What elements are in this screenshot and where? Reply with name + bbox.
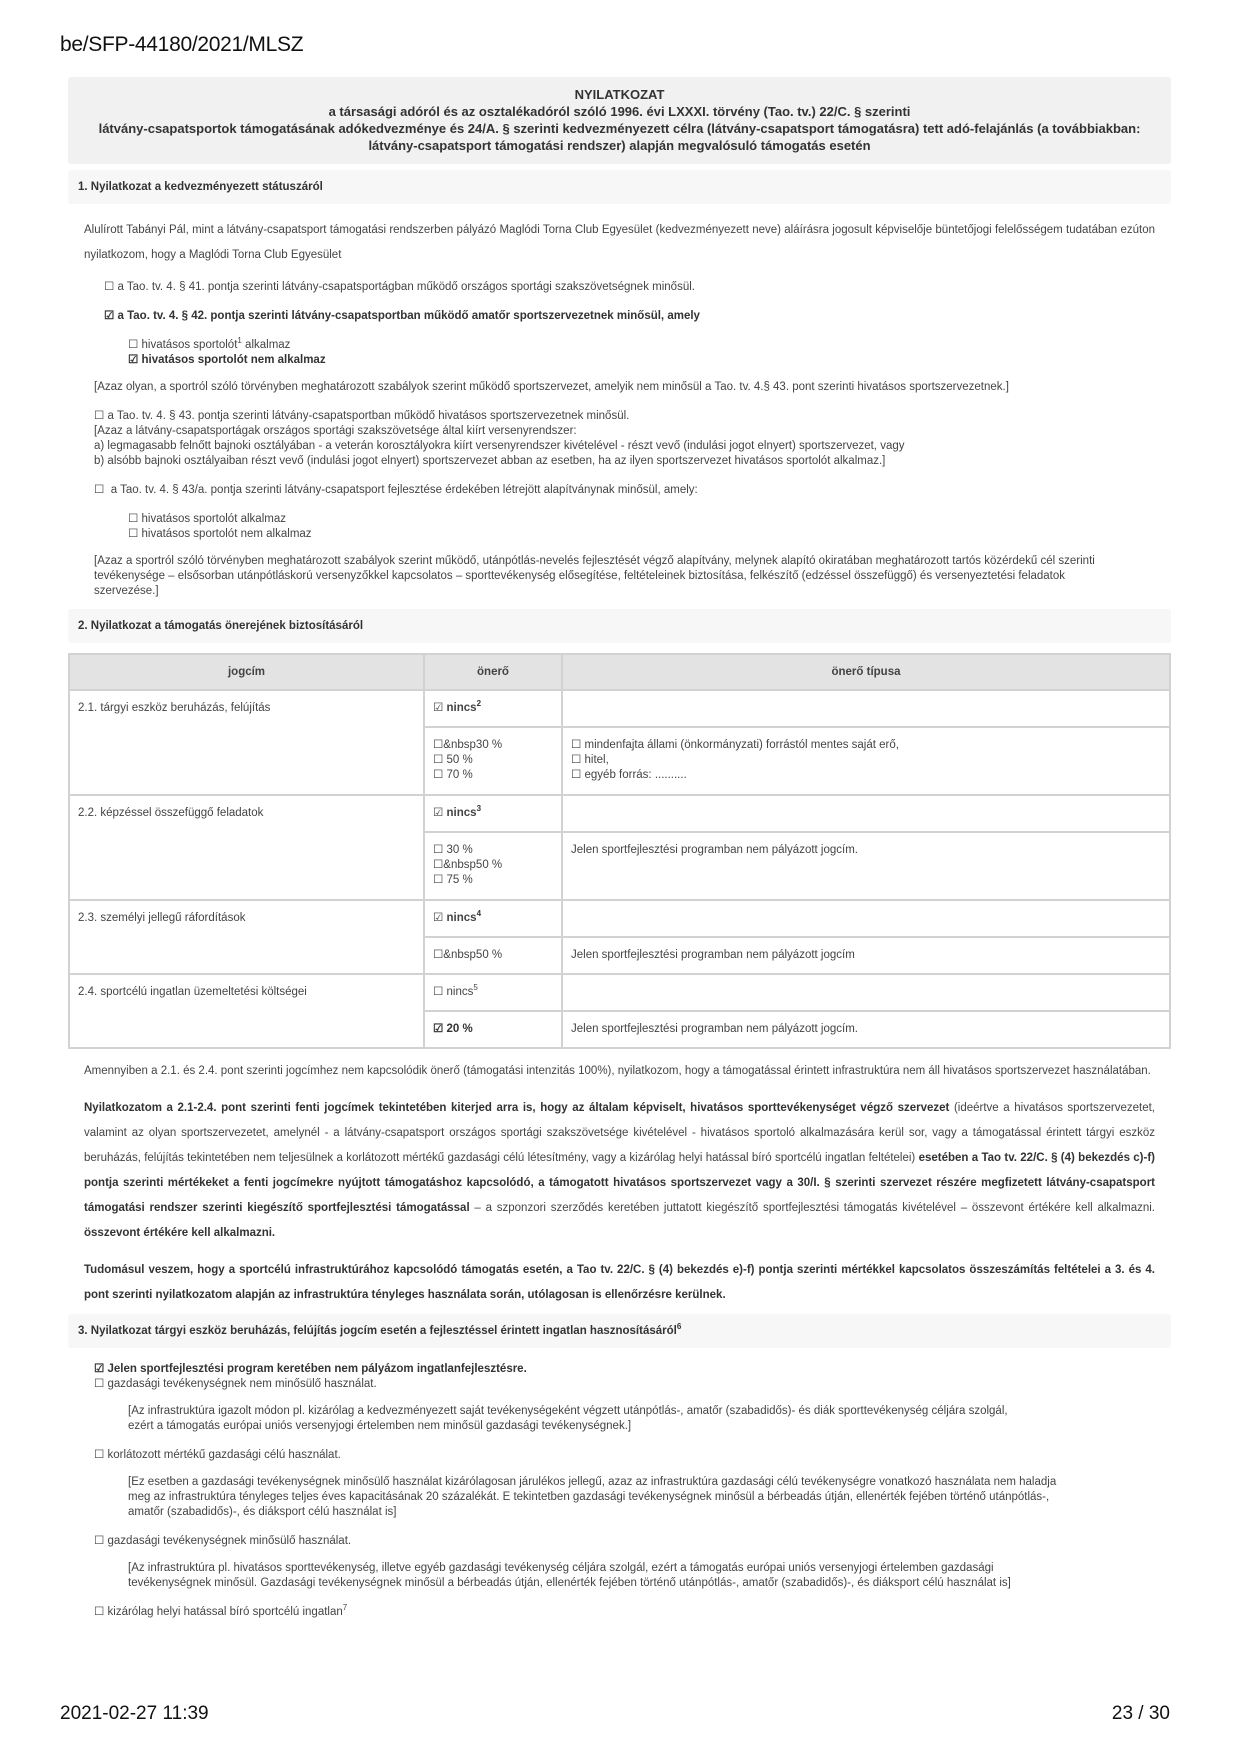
type-text-cell: Jelen sportfejlesztési programban nem pályázott jogcím.	[562, 832, 1170, 900]
option-label: hivatásos sportolót nem alkalmaz	[141, 354, 326, 366]
type-option[interactable]: ☐ egyéb forrás: ..........	[571, 769, 687, 781]
option-43a-pro-athlete[interactable]	[128, 512, 1171, 527]
empty-cell	[562, 795, 1170, 832]
checkbox-unchecked-icon[interactable]: ☐	[433, 986, 444, 998]
section-2-para-1: Amennyiben a 2.1. és 2.4. pont szerinti jogcímhez nem kapcsolódik önerő (támogatási intenzitás 100%), nyilatkozom, hogy a támogatással érintett infrastruktúra nem áll hivatásos sportszervezet használatában.	[84, 1065, 1151, 1077]
title-heading: NYILATKOZAT	[574, 87, 665, 102]
note-non-economic: [Az infrastruktúra igazolt módon pl. kizárólag a kedvezményezett saját tevékenységeként végzett utánpótlás-, amatőr (szabadidős)- és diák sporttevékenység céljára szolgál, ezért a támogatás európai uniós versenyjogi értelemben nem minősül gazdasági tevékenységnek.]	[128, 1405, 1008, 1432]
para-bold-text: Nyilatkozatom a 2.1-2.4. pont szerinti fenti jogcímek tekintetében kiterjed arra is, hogy az általam képviselt, hivatásos sporttevékenységet végző szervezet	[84, 1102, 950, 1114]
option-label: hivatásos sportolót nem alkalmaz	[141, 528, 312, 540]
option-label: kizárólag helyi hatással bíró sportcélú ingatlan	[107, 1606, 343, 1618]
option-label: a Tao. tv. 4. § 41. pontja szerinti látvány-csapatsportágban működő országos sportági szakszövetségnek minősül.	[117, 281, 695, 293]
option-label: gazdasági tevékenységnek minősülő használat.	[107, 1535, 352, 1547]
title-description: látvány-csapatsportok támogatásának adókedvezménye és 24/A. § szerinti kedvezményezett célra (látvány-csapatsport támogatásra) tett adó-felajánlás (a továbbiakban: látvány-csapatsport támogatási rendszer) alapján megvalósuló támogatás esetén	[98, 121, 1141, 153]
type-options-cell	[562, 727, 1170, 795]
checkbox-unchecked-icon[interactable]: ☐	[104, 281, 115, 293]
checkbox-unchecked-icon[interactable]: ☐	[94, 484, 105, 496]
option-42-pro-athlete[interactable]	[128, 338, 1171, 353]
section-1-heading: 1. Nyilatkozat a kedvezményezett státuszáról	[68, 170, 1171, 204]
checkbox-unchecked-icon[interactable]: ☐	[128, 339, 139, 351]
option-label: a Tao. tv. 4. § 43/a. pontja szerinti látvány-csapatsport fejlesztése érdekében létrejött alapítványnak minősül, amely:	[110, 484, 698, 496]
column-header: önerő típusa	[562, 654, 1170, 690]
checkbox-unchecked-icon[interactable]: ☐	[94, 1449, 105, 1461]
percent-option[interactable]: ☐ 75 %	[433, 874, 473, 886]
own-contribution-table	[68, 653, 1171, 1049]
type-option[interactable]: ☐ mindenfajta állami (önkormányzati) forrástól mentes saját erő,	[571, 739, 899, 751]
percent-option[interactable]: ☐ 30 %	[433, 844, 473, 856]
note-economic: [Az infrastruktúra pl. hivatásos sporttevékenység, illetve egyéb gazdasági tevékenység céljára szolgál, ezért a támogatás európai uniós versenyjogi értelemben gazdasági tevékenységnek minősül. Gazdasági tevékenységnek minősül a bérbeadás útján, ellenérték fejében történő utánpótlás-, amatőr (szabadidős)-, és diáksport célú használat is]	[128, 1562, 1011, 1589]
nincs-label: nincs	[446, 912, 477, 924]
checkbox-checked-icon[interactable]: ☑	[433, 702, 444, 714]
percent-option[interactable]: ☐&nbsp30 %	[433, 739, 503, 751]
option-label: a Tao. tv. 4. § 43. pontja szerinti látvány-csapatsportban működő hivatásos sportszervezetnek minősül.	[107, 410, 630, 422]
footnote-ref[interactable]: 5	[473, 983, 478, 993]
footnote-ref[interactable]: 6	[676, 1322, 682, 1332]
checkbox-checked-icon[interactable]: ☑	[433, 912, 444, 924]
title-subtitle: a társasági adóról és az osztalékadóról szóló 1996. évi LXXXI. törvény (Tao. tv.) 22/C. § szerinti	[328, 104, 911, 119]
section-3-heading	[68, 1314, 1171, 1348]
section-1-intro: Alulírott Tabányi Pál, mint a látvány-csapatsport támogatási rendszerben pályázó Maglódi Torna Club Egyesület (kedvezményezett neve) aláírásra jogosult képviselője büntetőjogi felelősségem tudatában ezúton nyilatkozom, hogy a Maglódi Torna Club Egyesület	[84, 224, 1155, 261]
footnote-ref[interactable]: 3	[476, 804, 482, 814]
section-2-para-2	[68, 1096, 1171, 1246]
para-bold-text: esetében a Tao tv. 22/C. § (4) bekezdés c)-f) pontja szerinti mértékeket a fenti jogcímekre nyújtott támogatáshoz kapcsolódó, a támogatott hivatásos sportszervezet vagy a 30/I. § szerinti szervezet részére megfizetett látvány-csapatsport támogatási rendszer szerinti kiegészítő sportfejlesztési támogatással	[84, 1152, 1155, 1214]
nincs-cell[interactable]	[424, 795, 562, 832]
option-label: gazdasági tevékenységnek nem minősülő használat.	[107, 1378, 377, 1390]
table-row	[69, 795, 1170, 832]
nincs-cell[interactable]	[424, 974, 562, 1011]
option-label-suffix: alkalmaz	[241, 339, 291, 351]
option-label: hivatásos sportolót alkalmaz	[141, 513, 286, 525]
section-3-options	[68, 1362, 1171, 1620]
note-43-line: [Azaz a látvány-csapatsportágak országos sportági szakszövetsége által kiírt versenyrendszer:	[94, 425, 577, 437]
para-bold-text: összevont értékére kell alkalmazni.	[84, 1227, 276, 1239]
nincs-cell[interactable]	[424, 690, 562, 727]
option-label: Jelen sportfejlesztési program keretében nem pályázom ingatlanfejlesztésre.	[107, 1363, 527, 1375]
option-non-economic-use[interactable]	[94, 1377, 1171, 1392]
nincs-label: nincs	[446, 986, 474, 998]
footnote-ref[interactable]: 7	[342, 1603, 348, 1613]
percent-options-cell	[424, 937, 562, 974]
note-42: [Azaz olyan, a sportról szóló törvényben meghatározott szabályok szerint működő sportszervezet, amelyik nem minősül a Tao. tv. 4.§ 43. pont szerinti hivatásos sportszervezetnek.]	[94, 381, 1009, 393]
checkbox-checked-icon[interactable]: ☑	[128, 354, 139, 366]
option-limited-economic-use[interactable]	[94, 1448, 1171, 1463]
type-option[interactable]: ☐ hitel,	[571, 754, 609, 766]
section-2-heading: 2. Nyilatkozat a támogatás önerejének biztosításáról	[68, 609, 1171, 643]
note-43-line: b) alsóbb bajnoki osztályaiban részt vevő (indulási jogot elnyert) sportszervezet abban az esetben, ha az ilyen sportszervezet hivatásos sportolót alkalmaz.]	[94, 455, 886, 467]
document-id: be/SFP-44180/2021/MLSZ	[60, 33, 304, 56]
nincs-label: nincs	[446, 702, 477, 714]
jogcim-cell: 2.2. képzéssel összefüggő feladatok	[69, 795, 424, 900]
option-label: hivatásos sportolót	[141, 339, 238, 351]
option-42[interactable]	[68, 309, 1171, 324]
option-43a-no-pro-athlete[interactable]	[128, 527, 1171, 542]
nincs-label: nincs	[446, 807, 477, 819]
percent-option[interactable]: ☐&nbsp50 %	[433, 859, 503, 871]
footnote-ref[interactable]: 1	[237, 336, 242, 346]
table-row	[69, 690, 1170, 727]
percent-options-cell	[424, 832, 562, 900]
nincs-cell[interactable]	[424, 900, 562, 937]
option-43a[interactable]	[68, 483, 1171, 498]
option-label: a Tao. tv. 4. § 42. pontja szerinti látvány-csapatsportban működő amatőr sportszervezetnek minősül, amely	[117, 310, 700, 322]
option-label: korlátozott mértékű gazdasági célú használat.	[107, 1449, 341, 1461]
checkbox-checked-icon[interactable]: ☑	[104, 310, 115, 322]
empty-cell	[562, 690, 1170, 727]
para-text: – a szponzori szerződés keretében juttatott kiegészítő sportfejlesztési támogatás kivételével – összevont értékére kell alkalmazni.	[469, 1202, 1155, 1214]
percent-option[interactable]: ☐ 70 %	[433, 769, 473, 781]
type-text-cell: Jelen sportfejlesztési programban nem pályázott jogcím	[562, 937, 1170, 974]
percent-options-cell	[424, 1011, 562, 1048]
percent-option[interactable]: ☑ 20 %	[433, 1023, 473, 1035]
type-text-cell: Jelen sportfejlesztési programban nem pályázott jogcím.	[562, 1011, 1170, 1048]
percent-option[interactable]: ☐&nbsp50 %	[433, 949, 503, 961]
option-42-no-pro-athlete[interactable]	[128, 353, 1171, 368]
option-42-suboptions	[68, 338, 1171, 368]
document-body	[68, 77, 1171, 1620]
footer-page-number: 23 / 30	[1111, 1703, 1170, 1724]
table-row	[69, 900, 1170, 937]
column-header: önerő	[424, 654, 562, 690]
declaration-title-box	[68, 77, 1171, 164]
section-3-heading-text: 3. Nyilatkozat tárgyi eszköz beruházás, felújítás jogcím esetén a fejlesztéssel érintett ingatlan hasznosításáról	[78, 1325, 677, 1337]
percent-option[interactable]: ☐ 50 %	[433, 754, 473, 766]
section-2-para-3: Tudomásul veszem, hogy a sportcélú infrastruktúrához kapcsolódó támogatás esetén, a Tao tv. 22/C. § (4) bekezdés e)-f) pontja szerinti mértékkel kapcsolatos összeszámítás feltételei a 3. és 4. pont szerinti nyilatkozatom alapján az infrastruktúra tényleges használata során, utólagosan is ellenőrzésre kerülnek.	[84, 1264, 1155, 1301]
table-row	[69, 974, 1170, 1011]
empty-cell	[562, 900, 1170, 937]
jogcim-cell: 2.3. személyi jellegű ráfordítások	[69, 900, 424, 974]
column-header: jogcím	[69, 654, 424, 690]
option-43-block	[68, 409, 1171, 469]
checkbox-checked-icon[interactable]: ☑	[433, 807, 444, 819]
option-no-real-estate[interactable]	[94, 1362, 1171, 1377]
footnote-ref[interactable]: 2	[476, 699, 482, 709]
note-43a: [Azaz a sportról szóló törvényben meghatározott szabályok szerint működő, utánpótlás-nevelés fejlesztését végző alapítvány, melynek alapító okiratában meghatározott tartós közérdekű cél szerinti tevékenysége – elsősorban utánpótláskorú versenyzőkkel kapcsolatos – sporttevékenység elősegítése, feltételeinek biztosítása, felkészítő (edzéssel összefüggő) és versenyeztetési feladatok szervezése.]	[94, 555, 1095, 597]
checkbox-unchecked-icon[interactable]: ☐	[128, 513, 139, 525]
percent-options-cell	[424, 727, 562, 795]
option-economic-use[interactable]	[94, 1534, 1171, 1549]
checkbox-unchecked-icon[interactable]: ☐	[94, 1535, 105, 1547]
checkbox-checked-icon[interactable]: ☑	[94, 1363, 105, 1375]
jogcim-cell: 2.1. tárgyi eszköz beruházás, felújítás	[69, 690, 424, 795]
empty-cell	[562, 974, 1170, 1011]
checkbox-unchecked-icon[interactable]: ☐	[94, 1378, 105, 1390]
jogcim-cell: 2.4. sportcélú ingatlan üzemeltetési költségei	[69, 974, 424, 1048]
checkbox-unchecked-icon[interactable]: ☐	[94, 410, 105, 422]
para-text: (ideértve a hivatásos sportszervezetet, valamint az olyan sportszervezetet, amelynél - a látvány-csapatsport országos sportági szakszövetsége kivételével - hivatásos sportoló alkalmazására kerül sor, vagy a támogatással érintett tárgyi eszköz beruházás, felújítás tekintetében nem teljesülnek a korlátozott mértékű gazdasági célú létesítmény, vagy a kizárólag helyi hatással bíró sportcélú ingatlan feltételei)	[84, 1102, 1155, 1164]
footer-timestamp: 2021-02-27 11:39	[60, 1703, 209, 1724]
table-header-row	[69, 654, 1170, 690]
option-local-impact[interactable]	[94, 1605, 1171, 1620]
checkbox-unchecked-icon[interactable]: ☐	[94, 1606, 105, 1618]
checkbox-unchecked-icon[interactable]: ☐	[128, 528, 139, 540]
footnote-ref[interactable]: 4	[476, 909, 482, 919]
note-limited-economic: [Ez esetben a gazdasági tevékenységnek minősülő használat kizárólagosan járulékos jellegű, azaz az infrastruktúra gazdasági célú tevékenységre vonatkozó használata nem haladja meg az infrastruktúra tényleges teljes éves kapacitásának 20 százalékát. E tekintetben gazdasági tevékenységnek minősül a bérbeadás útján, ellenérték fejében történő utánpótlás-, amatőr (szabadidős)-, és diáksport célú használat is]	[128, 1476, 1057, 1518]
option-43[interactable]	[94, 409, 1171, 424]
note-43-line: a) legmagasabb felnőtt bajnoki osztályában - a veterán korosztályokra kiírt versenyrendszer kivételével - részt vevő (indulási jogot elnyert) sportszervezet, vagy	[94, 440, 905, 452]
option-43a-suboptions	[68, 512, 1171, 542]
option-41[interactable]	[68, 280, 1171, 295]
